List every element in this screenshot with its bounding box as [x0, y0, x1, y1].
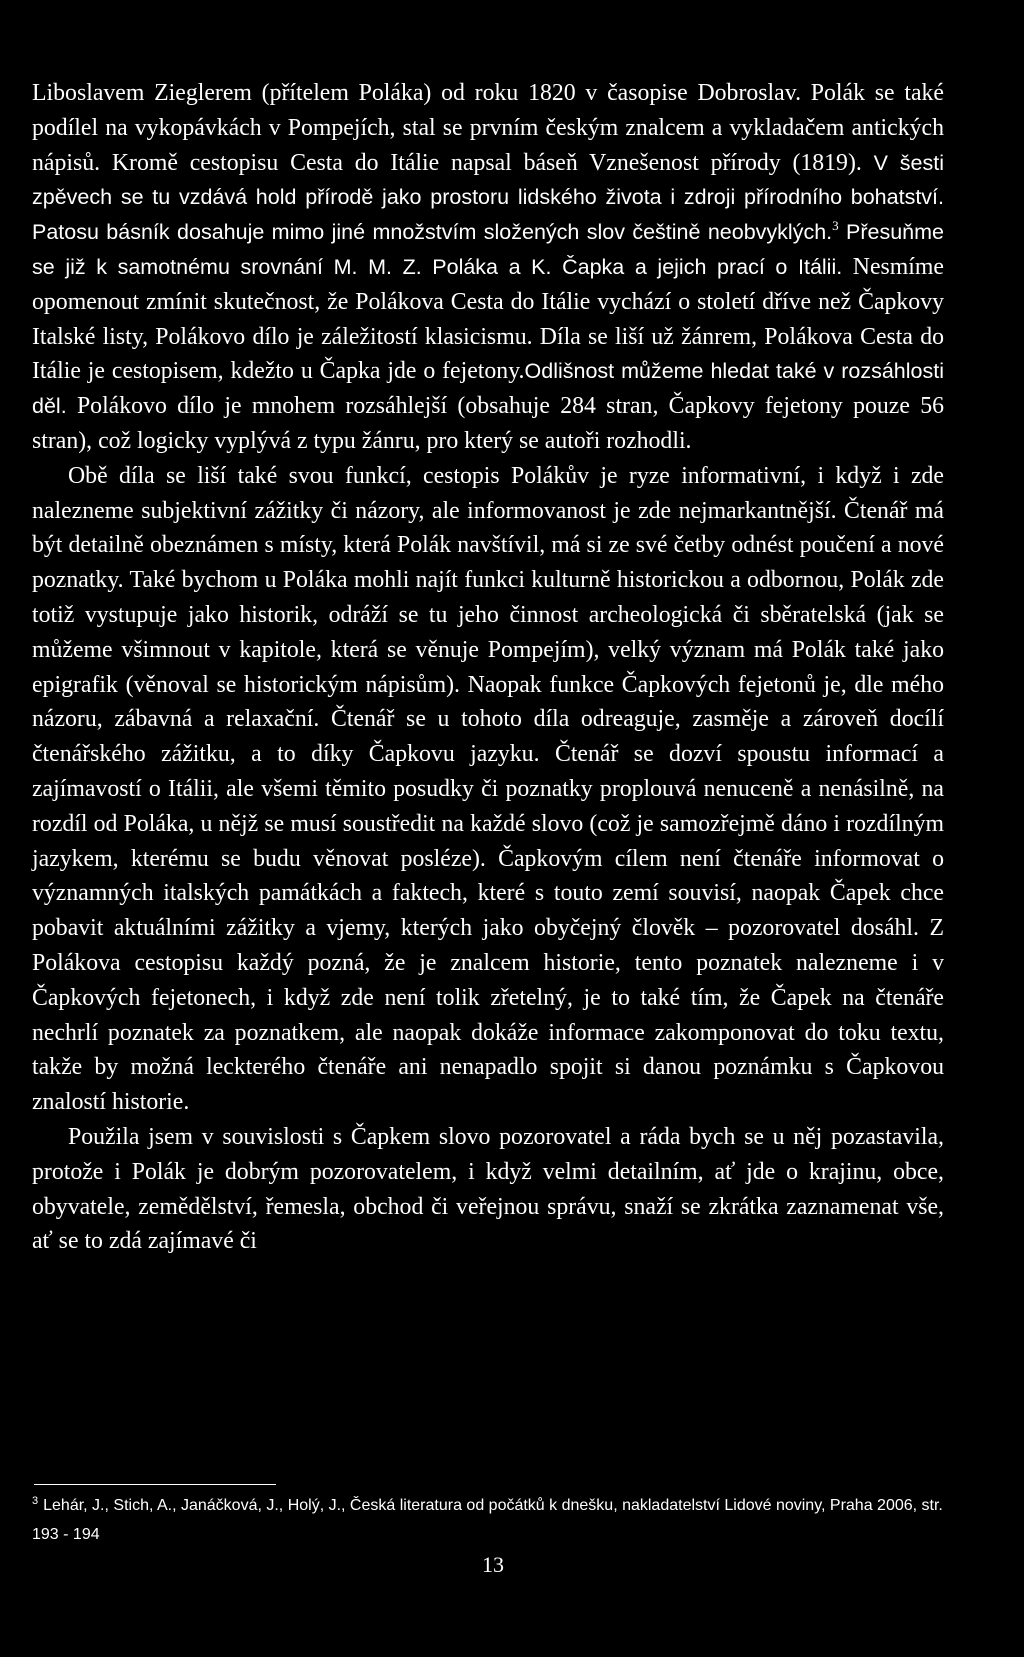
footnote-marker: 3 — [32, 1494, 39, 1507]
page-number: 13 — [482, 1552, 504, 1577]
paragraph-1-text-d: Nesmíme opomenout zmínit skutečnost, že Polákova Cesta do Itálie vychází o století dříve než Čapkovy Italské listy, Polákovo dílo je záležitostí klasicismu. Díla se liší už žánrem, Polákova Cesta do Itálie je cestopisem, kdežto u Čapka jde o fejetony. — [32, 253, 944, 385]
footnote-separator — [34, 1484, 276, 1485]
footnote-reference: 3 — [832, 218, 839, 234]
page-body — [32, 76, 944, 1259]
paragraph-1 — [32, 76, 944, 459]
paragraph-3: Použila jsem v souvislosti s Čapkem slovo pozorovatel a ráda bych se u něj pozastavila, protože i Polák je dobrým pozorovatelem, i když velmi detailním, ať jde o krajinu, obce, obyvatele, zemědělství, řemesla, obchod či veřejnou správu, snaží se zkrátka zaznamenat vše, ať se to zdá zajímavé či — [32, 1123, 944, 1255]
paragraph-1-text-a: Liboslavem Zieglerem (přítelem Poláka) od roku 1820 v časopise Dobroslav. Polák se také podílel na vykopávkách v Pompejích, stal se prvním českým znalcem a vykladačem antických nápisů. Kromě cestopisu Cesta do Itálie napsal báseň Vznešenost přírody (1819). — [32, 80, 944, 176]
footnote — [32, 1491, 944, 1549]
footnote-text: Lehár, J., Stich, A., Janáčková, J., Holý, J., Česká literatura od počátků k dnešku, nakladatelství Lidové noviny, Praha 2006, str. 193 - 194 — [32, 1497, 943, 1543]
paragraph-1-text-e: Odlišnost můžeme hledat také v rozsáhlosti děl. — [32, 359, 944, 419]
paragraph-1-text-f: Polákovo dílo je mnohem rozsáhlejší (obsahuje 284 stran, Čapkovy fejetony pouze 56 stran), což logicky vyplývá z typu žánru, pro který se autoři rozhodli. — [32, 393, 944, 454]
paragraph-1-text-b: V šesti zpěvech se tu vzdává hold přírodě jako prostoru lidského života i zdroji přírodního bohatství. Patosu básník dosahuje mimo jiné množstvím složených slov češtině neobvyklých. — [32, 150, 944, 245]
paragraph-1-text-c: Přesuňme se již k samotnému srovnání M. M. Z. Poláka a K. Čapka a jejich prací o Itálii. — [32, 220, 944, 279]
paragraph-2: Obě díla se liší také svou funkcí, cestopis Polákův je ryze informativní, i když i zde nalezneme subjektivní zážitky či názory, ale informovanost je zde nejmarkantnější. Čtenář má být detailně obeznámen s místy, která Polák navštívil, má si ze své četby odnést poučení a nové poznatky. Také bychom u Poláka mohli najít funkci kulturně historickou a odbornou, Polák zde totiž vystupuje jako historik, odráží se tu jeho činnost archeologická či sběratelská (jak se můžeme všimnout v kapitole, která se věnuje Pompejím), velký význam má Polák také jako epigrafik (věnoval se historickým nápisům). Naopak funkce Čapkových fejetonů je, dle mého názoru, zábavná a relaxační. Čtenář se u tohoto díla odreaguje, zasměje a zároveň docílí čtenářského zážitku, a to díky Čapkovu jazyku. Čtenář se dozví spoustu informací a zajímavostí o Itálii, ale všemi těmito posudky či poznatky proplouvá nenuceně a nenásilně, na rozdíl od Poláka, u nějž se musí soustředit na každé slovo (což je samozřejmě dáno i rozdílným jazykem, kterému se budu věnovat posléze). Čapkovým cílem není čtenáře informovat o významných italských památkách a faktech, které s touto zemí souvisí, naopak Čapek chce pobavit aktuálními zážitky a vjemy, kterých jako obyčejný člověk – pozorovatel dosáhl. Z Polákova cestopisu každý pozná, že je znalcem historie, tento poznatek nalezneme i v Čapkových fejetonech, i když zde není tolik zřetelný, je to také tím, že Čapek na čtenáře nechrlí poznatek za poznatkem, ale naopak dokáže informace zakomponovat do toku textu, takže by možná leckterého čtenáře ani nenapadlo spojit si danou poznámku s Čapkovou znalostí historie. — [32, 462, 944, 1116]
